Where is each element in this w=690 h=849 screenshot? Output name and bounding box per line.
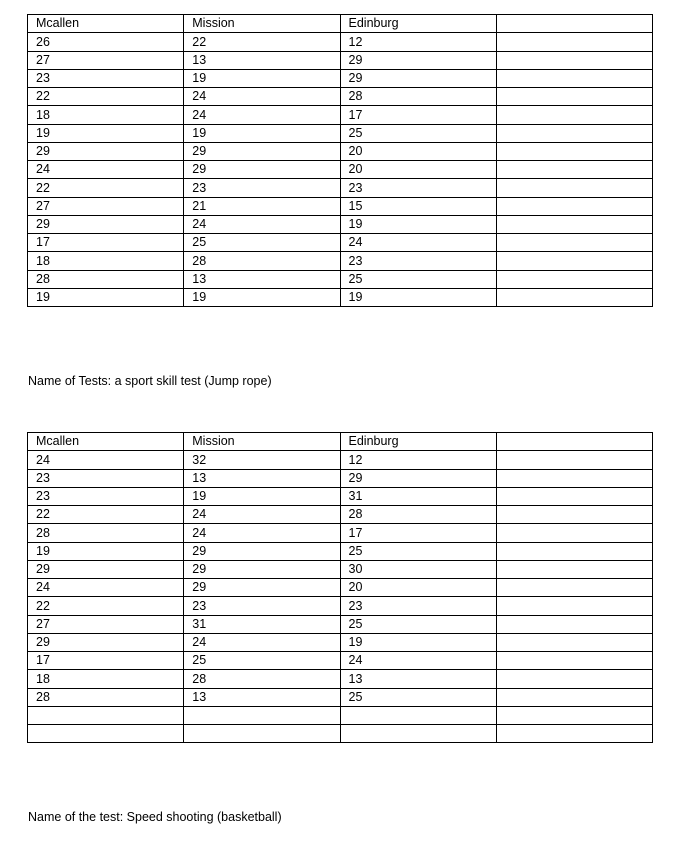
- table-cell: [496, 469, 652, 487]
- test-name-caption-jump-rope: Name of Tests: a sport skill test (Jump rope): [28, 374, 272, 388]
- table-cell: 22: [184, 33, 340, 51]
- table-row: [28, 179, 653, 197]
- table-cell: 15: [340, 197, 496, 215]
- table-cell: 20: [340, 579, 496, 597]
- scores-table-speed-shooting: [27, 432, 653, 743]
- table-cell: 29: [184, 142, 340, 160]
- table-cell: 29: [340, 69, 496, 87]
- table-cell: [496, 487, 652, 505]
- table-cell: 28: [340, 506, 496, 524]
- table-cell: 29: [340, 51, 496, 69]
- table-body: [28, 433, 653, 743]
- table-row: [28, 615, 653, 633]
- table-cell: [496, 252, 652, 270]
- table-cell: 32: [184, 451, 340, 469]
- column-header: Mcallen: [28, 433, 184, 451]
- table-row: [28, 197, 653, 215]
- table-row: [28, 288, 653, 306]
- table-cell: [496, 33, 652, 51]
- table-cell: 29: [28, 560, 184, 578]
- table-cell: [496, 161, 652, 179]
- table-cell: [496, 670, 652, 688]
- table-row: [28, 33, 653, 51]
- table-cell: [184, 725, 340, 743]
- table-cell: [496, 706, 652, 724]
- table-row: [28, 469, 653, 487]
- scores-table-jump-rope: [27, 14, 653, 307]
- table-cell: 17: [340, 106, 496, 124]
- table-cell: 27: [28, 615, 184, 633]
- table-cell: 23: [28, 469, 184, 487]
- table-cell: 18: [28, 106, 184, 124]
- table-cell: 30: [340, 560, 496, 578]
- table-cell: 19: [28, 288, 184, 306]
- table-cell: 19: [340, 633, 496, 651]
- table-cell: 24: [184, 633, 340, 651]
- header-row: [28, 433, 653, 451]
- table-cell: [496, 179, 652, 197]
- column-header: [496, 15, 652, 33]
- table-row: [28, 542, 653, 560]
- table-cell: 29: [184, 560, 340, 578]
- table-row: [28, 124, 653, 142]
- table-cell: 12: [340, 33, 496, 51]
- table-cell: 25: [340, 124, 496, 142]
- table-cell: 25: [184, 234, 340, 252]
- table-cell: 19: [28, 542, 184, 560]
- table-cell: [496, 524, 652, 542]
- table-cell: 12: [340, 451, 496, 469]
- table-cell: 28: [184, 670, 340, 688]
- table-cell: 29: [28, 215, 184, 233]
- table-cell: [496, 633, 652, 651]
- table-row: [28, 252, 653, 270]
- table-cell: 28: [28, 688, 184, 706]
- table-cell: 24: [184, 106, 340, 124]
- table-cell: [496, 69, 652, 87]
- table-cell: [340, 706, 496, 724]
- table-row: [28, 161, 653, 179]
- table-cell: 23: [28, 69, 184, 87]
- table-cell: 23: [184, 597, 340, 615]
- table-cell: 31: [340, 487, 496, 505]
- table-cell: [496, 597, 652, 615]
- table-cell: 24: [184, 524, 340, 542]
- table-cell: 18: [28, 252, 184, 270]
- table-cell: 25: [184, 652, 340, 670]
- column-header: [496, 433, 652, 451]
- table-cell: 28: [184, 252, 340, 270]
- table-row: [28, 234, 653, 252]
- table-cell: 23: [184, 179, 340, 197]
- table-cell: [496, 197, 652, 215]
- table-cell: 28: [28, 524, 184, 542]
- table-cell: [496, 215, 652, 233]
- table-cell: 25: [340, 542, 496, 560]
- table-cell: 13: [340, 670, 496, 688]
- table-cell: [496, 142, 652, 160]
- table-cell: [496, 688, 652, 706]
- table-row: [28, 451, 653, 469]
- table-cell: 28: [28, 270, 184, 288]
- table-cell: 20: [340, 142, 496, 160]
- table-cell: 13: [184, 270, 340, 288]
- table-cell: 13: [184, 688, 340, 706]
- table-cell: 26: [28, 33, 184, 51]
- column-header: Mission: [184, 433, 340, 451]
- table-cell: 19: [340, 288, 496, 306]
- table-cell: 24: [28, 579, 184, 597]
- table-cell: 23: [340, 179, 496, 197]
- table-cell: 31: [184, 615, 340, 633]
- table-cell: 22: [28, 597, 184, 615]
- table-row: [28, 633, 653, 651]
- column-header: Mission: [184, 15, 340, 33]
- table-cell: 24: [184, 215, 340, 233]
- table-cell: [496, 106, 652, 124]
- table-cell: 27: [28, 197, 184, 215]
- table-row: [28, 506, 653, 524]
- table-cell: 24: [184, 88, 340, 106]
- table-cell: 13: [184, 469, 340, 487]
- table-row: [28, 688, 653, 706]
- table-row: [28, 106, 653, 124]
- table-cell: 23: [340, 252, 496, 270]
- table-row: [28, 215, 653, 233]
- table-row: [28, 270, 653, 288]
- table-cell: 24: [28, 451, 184, 469]
- table-row: [28, 69, 653, 87]
- header-row: [28, 15, 653, 33]
- table-cell: 28: [340, 88, 496, 106]
- table-cell: [496, 88, 652, 106]
- column-header: Mcallen: [28, 15, 184, 33]
- table-cell: [496, 542, 652, 560]
- table-cell: 21: [184, 197, 340, 215]
- table-row: [28, 51, 653, 69]
- table-cell: [496, 652, 652, 670]
- table-cell: 20: [340, 161, 496, 179]
- table-cell: [28, 706, 184, 724]
- table-cell: 29: [184, 542, 340, 560]
- table-cell: 13: [184, 51, 340, 69]
- table-row: [28, 142, 653, 160]
- table-cell: [496, 579, 652, 597]
- table-cell: 22: [28, 179, 184, 197]
- table-cell: [496, 615, 652, 633]
- table-cell: [496, 560, 652, 578]
- table-cell: 23: [340, 597, 496, 615]
- table-cell: 23: [28, 487, 184, 505]
- table-cell: 18: [28, 670, 184, 688]
- table-cell: 17: [28, 652, 184, 670]
- table-row: [28, 524, 653, 542]
- table-cell: 19: [184, 69, 340, 87]
- table-row: [28, 652, 653, 670]
- table-row: [28, 579, 653, 597]
- table-row: [28, 88, 653, 106]
- table-cell: 22: [28, 88, 184, 106]
- table-cell: 17: [340, 524, 496, 542]
- table-row: [28, 725, 653, 743]
- table-cell: 19: [184, 288, 340, 306]
- table-cell: 29: [184, 579, 340, 597]
- table-row: [28, 670, 653, 688]
- test-name-caption-speed-shooting: Name of the test: Speed shooting (basketball): [28, 810, 282, 824]
- table-row: [28, 487, 653, 505]
- table-cell: [496, 270, 652, 288]
- table-cell: 29: [28, 142, 184, 160]
- table-cell: [496, 288, 652, 306]
- table-cell: 25: [340, 688, 496, 706]
- table-cell: 22: [28, 506, 184, 524]
- table-row: [28, 560, 653, 578]
- table-cell: 24: [28, 161, 184, 179]
- table-cell: 24: [184, 506, 340, 524]
- table-cell: 17: [28, 234, 184, 252]
- table-cell: 25: [340, 615, 496, 633]
- table-cell: 25: [340, 270, 496, 288]
- table-cell: 24: [340, 234, 496, 252]
- table-row: [28, 597, 653, 615]
- table-cell: 19: [184, 124, 340, 142]
- table-cell: [28, 725, 184, 743]
- column-header: Edinburg: [340, 433, 496, 451]
- table-row: [28, 706, 653, 724]
- table-cell: 27: [28, 51, 184, 69]
- table-cell: 24: [340, 652, 496, 670]
- table-cell: [496, 451, 652, 469]
- table-cell: 19: [340, 215, 496, 233]
- table-cell: [496, 234, 652, 252]
- table-cell: 29: [28, 633, 184, 651]
- table-cell: 19: [184, 487, 340, 505]
- table-cell: [496, 725, 652, 743]
- table-cell: 29: [340, 469, 496, 487]
- table-cell: [496, 506, 652, 524]
- table-cell: [496, 124, 652, 142]
- column-header: Edinburg: [340, 15, 496, 33]
- table-cell: 29: [184, 161, 340, 179]
- table-body: [28, 15, 653, 307]
- table-cell: [340, 725, 496, 743]
- table-cell: [496, 51, 652, 69]
- table-cell: [184, 706, 340, 724]
- table-cell: 19: [28, 124, 184, 142]
